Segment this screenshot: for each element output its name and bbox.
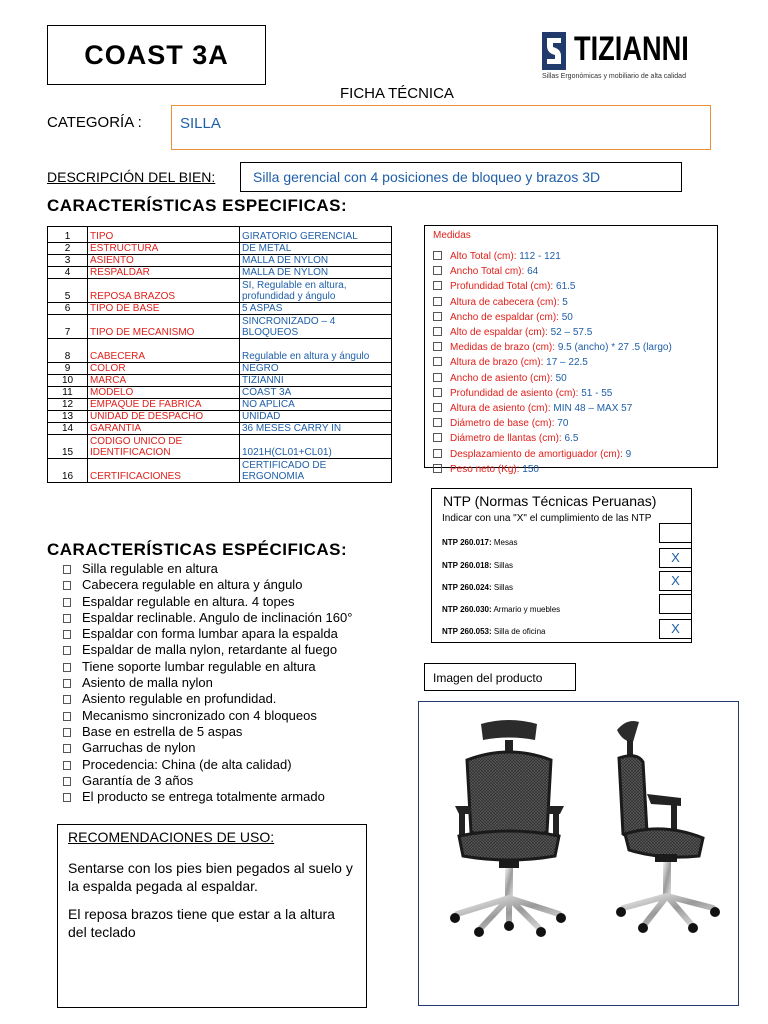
measurements-list [433,249,709,477]
brand-tagline: Sillas Ergonómicas y mobiliario de alta calidad [542,73,686,80]
spec-number: 5 [48,279,88,303]
measurement-item [433,249,709,264]
spec-label: UNIDAD DE DESPACHO [88,411,240,423]
measurement-value: 112 - 121 [519,251,561,262]
spec-value: Regulable en altura y ángulo [240,339,392,363]
measurement-value: 150 [522,463,539,475]
bullet-icon [63,646,71,655]
ntp-check-box[interactable]: X [659,619,692,639]
measurement-item [433,462,709,477]
measurement-value: 50 [555,372,567,384]
spec-label: TIPO [88,227,240,243]
spec-number: 7 [48,315,88,339]
model-title: COAST 3A [84,39,229,70]
spec-value: 1021H(CL01+CL01) [240,435,392,459]
spec-value: GIRATORIO GERENCIAL [240,227,392,243]
spec-value: SI, Regulable en altura, profundidad y ángulo [240,279,392,303]
bullet-icon [433,373,442,382]
feature-item [63,642,352,658]
ntp-desc: Sillas [491,561,514,570]
feature-text: Base en estrella de 5 aspas [82,723,243,739]
ntp-desc: Sillas [491,583,514,592]
ntp-code: NTP 260.018: [442,561,492,570]
feature-item [63,577,352,593]
bullet-icon [433,312,442,321]
brand-name: TIZIANNI [574,30,689,68]
bullet-icon [63,744,71,753]
measurement-value: 61.5 [555,281,576,293]
feature-item [63,708,352,724]
bullet-icon [433,464,442,473]
office-chair-image [419,702,738,1005]
bullet-icon [63,598,71,607]
measurement-label: Medidas de brazo (cm): [450,342,558,354]
measurement-label: Alto de espaldar (cm): [450,327,551,339]
measurement-label: Ancho Total cm): [450,266,528,278]
features-heading: CARACTERÍSTICAS ESPÉCIFICAS: [47,540,348,559]
description-label: DESCRIPCIÓN DEL BIEN: [47,169,216,185]
spec-value: TIZIANNI [240,375,392,387]
spec-row [48,375,392,387]
ntp-item-label [442,605,560,614]
feature-text: Tiene soporte lumbar regulable en altura [82,658,316,674]
bullet-icon [63,630,71,639]
bullet-icon [433,388,442,397]
measurement-value: 9 [625,448,632,460]
measurement-item [433,310,709,325]
ntp-item-label [442,538,517,547]
measurement-label: Ancho de espaldar (cm): [450,311,562,323]
ntp-desc: Silla de oficina [491,627,546,636]
spec-number: 3 [48,255,88,267]
measurement-value: MIN 48 – MAX 57 [553,403,633,415]
recommendations-title: RECOMENDACIONES DE USO: [68,829,275,845]
feature-text: Silla regulable en altura [82,561,218,576]
category-value: SILLA [180,115,221,132]
spec-row [48,411,392,423]
ntp-subtitle: Indicar con una "X" el cumplimiento de las NTP [442,513,652,524]
measurement-value: 52 – 57.5 [550,327,593,339]
spec-value: DE METAL [240,243,392,255]
features-list [63,561,352,805]
bullet-icon [63,695,71,704]
measurement-item [433,355,709,370]
spec-label: MODELO [88,387,240,399]
feature-text: Espaldar de malla nylon, retardante al fuego [82,642,338,658]
measurement-item [433,447,709,462]
spec-row [48,315,392,339]
measurement-label: Desplazamiento de amortiguador (cm): [450,448,626,460]
spec-label: CODIGO UNICO DE IDENTIFICACION [88,435,240,459]
spec-value: NO APLICA [240,399,392,411]
ntp-check-box[interactable]: X [659,548,692,568]
measurement-item [433,279,709,294]
bullet-icon [63,565,71,574]
feature-item [63,675,352,691]
measurement-item [433,401,709,416]
recommendation-paragraph: El reposa brazos tiene que estar a la altura del teclado [68,906,335,940]
ntp-item-label [442,583,513,592]
spec-row [48,387,392,399]
bullet-icon [63,614,71,623]
measurement-item [433,264,709,279]
sheet-title: FICHA TÉCNICA [340,85,454,102]
spec-number: 11 [48,387,88,399]
feature-text: Garruchas de nylon [82,740,196,756]
spec-value: SINCRONIZADO – 4 BLOQUEOS [240,315,392,339]
spec-row [48,279,392,303]
measurements-title: Medidas [433,230,471,241]
bullet-icon [433,342,442,351]
measurement-value: 17 – 22.5 [546,357,588,369]
feature-text: Cabecera regulable en altura y ángulo [82,577,303,593]
bullet-icon [433,418,442,427]
spec-value: 36 MESES CARRY IN [240,423,392,435]
bullet-icon [433,449,442,458]
feature-item [63,724,352,740]
ntp-item-label [442,561,513,570]
measurement-label: Altura de cabecera (cm): [450,296,563,308]
spec-row [48,363,392,375]
spec-label: CABECERA [88,339,240,363]
measurement-item [433,325,709,340]
measurement-label: Profundidad Total (cm): [450,281,556,293]
ntp-desc: Mesas [491,538,518,547]
bullet-icon [63,712,71,721]
ntp-code: NTP 260.017: [442,538,492,547]
feature-text: Procedencia: China (de alta calidad) [82,756,292,772]
model-title-box [47,25,266,85]
spec-label: REPOSA BRAZOS [88,279,240,303]
spec-value: NEGRO [240,363,392,375]
spec-label: MARCA [88,375,240,387]
bullet-icon [433,281,442,290]
measurement-label: Altura de asiento (cm): [450,403,554,415]
chair-side-view [616,721,720,933]
feature-item [63,659,352,675]
spec-value: MALLA DE NYLON [240,267,392,279]
measurement-label: Diámetro de llantas (cm): [450,433,565,445]
bullet-icon [63,777,71,786]
bullet-icon [63,679,71,688]
bullet-icon [63,793,71,802]
spec-label: TIPO DE BASE [88,303,240,315]
measurement-item [433,416,709,431]
spec-number: 8 [48,339,88,363]
category-label: CATEGORÍA : [47,114,142,131]
feature-item [63,561,352,577]
category-field [171,105,711,150]
spec-row [48,255,392,267]
product-image-label: Imagen del producto [433,671,543,685]
bullet-icon [63,761,71,770]
measurement-item [433,371,709,386]
spec-row [48,423,392,435]
feature-item [63,626,352,642]
spec-value: CERTIFICADO DE ERGONOMIA [240,459,392,483]
feature-item [63,789,352,805]
specs-heading: CARACTERÍSTICAS ESPECIFICAS: [47,196,348,215]
spec-row [48,243,392,255]
measurement-label: Alto Total (cm): [450,251,520,262]
product-image-label-box [424,663,576,691]
spec-number: 16 [48,459,88,483]
feature-text: Espaldar con forma lumbar apara la espalda [82,626,338,642]
spec-row [48,267,392,279]
spec-value: COAST 3A [240,387,392,399]
measurement-label: Profundidad de asiento (cm): [450,387,582,399]
bullet-icon [433,266,442,275]
feature-item [63,691,352,707]
ntp-item-label [442,627,545,636]
spec-number: 4 [48,267,88,279]
spec-label: TIPO DE MECANISMO [88,315,240,339]
bullet-icon [63,728,71,737]
specs-table [47,226,392,483]
spec-row [48,459,392,483]
spec-value: 5 ASPAS [240,303,392,315]
feature-text: Espaldar reclinable. Angulo de inclinación 160° [82,609,353,625]
spec-label: GARANTIA [88,423,240,435]
bullet-icon [433,297,442,306]
bullet-icon [433,403,442,412]
bullet-icon [63,663,71,672]
feature-text: Garantía de 3 años [82,772,194,788]
feature-text: Espaldar regulable en altura. 4 topes [82,593,295,609]
ntp-title: NTP (Normas Técnicas Peruanas) [443,493,657,509]
measurement-value: 9.5 (ancho) * 27 .5 (largo) [557,342,672,354]
measurement-label: Ancho de asiento (cm): [450,372,556,384]
spec-value: UNIDAD [240,411,392,423]
spec-number: 13 [48,411,88,423]
feature-item [63,773,352,789]
spec-value: MALLA DE NYLON [240,255,392,267]
bullet-icon [433,357,442,366]
measurements-box [424,225,718,475]
product-image [418,701,739,1006]
spec-number: 6 [48,303,88,315]
ntp-check-box[interactable] [659,594,692,614]
spec-label: EMPAQUE DE FABRICA [88,399,240,411]
bullet-icon [433,251,442,260]
description-field [240,162,682,192]
feature-item [63,757,352,773]
spec-label: ESTRUCTURA [88,243,240,255]
ntp-check-box[interactable] [659,523,692,543]
ntp-code: NTP 260.030: [442,605,492,614]
spec-row [48,399,392,411]
measurement-label: Altura de brazo (cm): [450,357,547,369]
spec-row [48,227,392,243]
measurement-value: 50 [561,311,573,323]
recommendation-paragraph: Sentarse con los pies bien pegados al suelo y la espalda pegada al espaldar. [68,860,353,894]
measurement-item [433,295,709,310]
feature-item [63,610,352,626]
measurement-label: Peso neto (Kg): [450,463,523,475]
measurement-value: 64 [527,266,539,278]
spec-label: CERTIFICACIONES [88,459,240,483]
bullet-icon [63,581,71,590]
ntp-desc: Armario y muebles [491,605,561,614]
ntp-code: NTP 260.024: [442,583,492,592]
feature-text: El producto se entrega totalmente armado [82,789,325,805]
measurement-item [433,340,709,355]
ntp-box [431,488,692,643]
spec-number: 10 [48,375,88,387]
bullet-icon [433,327,442,336]
brand-logo-icon [542,32,566,70]
spec-number: 15 [48,435,88,459]
feature-text: Asiento regulable en profundidad. [82,691,277,707]
feature-text: Asiento de malla nylon [82,675,213,691]
measurement-value: 70 [557,418,569,430]
measurement-item [433,431,709,446]
feature-text: Mecanismo sincronizado con 4 bloqueos [82,707,317,723]
spec-row [48,303,392,315]
brand-logo-block [540,30,720,85]
ntp-check-box[interactable]: X [659,571,692,591]
spec-label: COLOR [88,363,240,375]
spec-number: 14 [48,423,88,435]
spec-number: 1 [48,227,88,243]
measurement-value: 51 - 55 [581,387,613,399]
bullet-icon [433,433,442,442]
spec-number: 2 [48,243,88,255]
chair-front-view [450,720,566,937]
measurement-label: Diámetro de base (cm): [450,418,558,430]
recommendations-box [57,824,367,1008]
spec-number: 12 [48,399,88,411]
measurement-value: 5 [562,296,568,308]
spec-row [48,435,392,459]
spec-label: ASIENTO [88,255,240,267]
measurement-item [433,386,709,401]
spec-label: RESPALDAR [88,267,240,279]
spec-row [48,339,392,363]
ntp-code: NTP 260.053: [442,627,492,636]
spec-number: 9 [48,363,88,375]
measurement-value: 6.5 [564,433,579,445]
description-value: Silla gerencial con 4 posiciones de bloqueo y brazos 3D [253,169,601,185]
feature-item [63,740,352,756]
feature-item [63,594,352,610]
